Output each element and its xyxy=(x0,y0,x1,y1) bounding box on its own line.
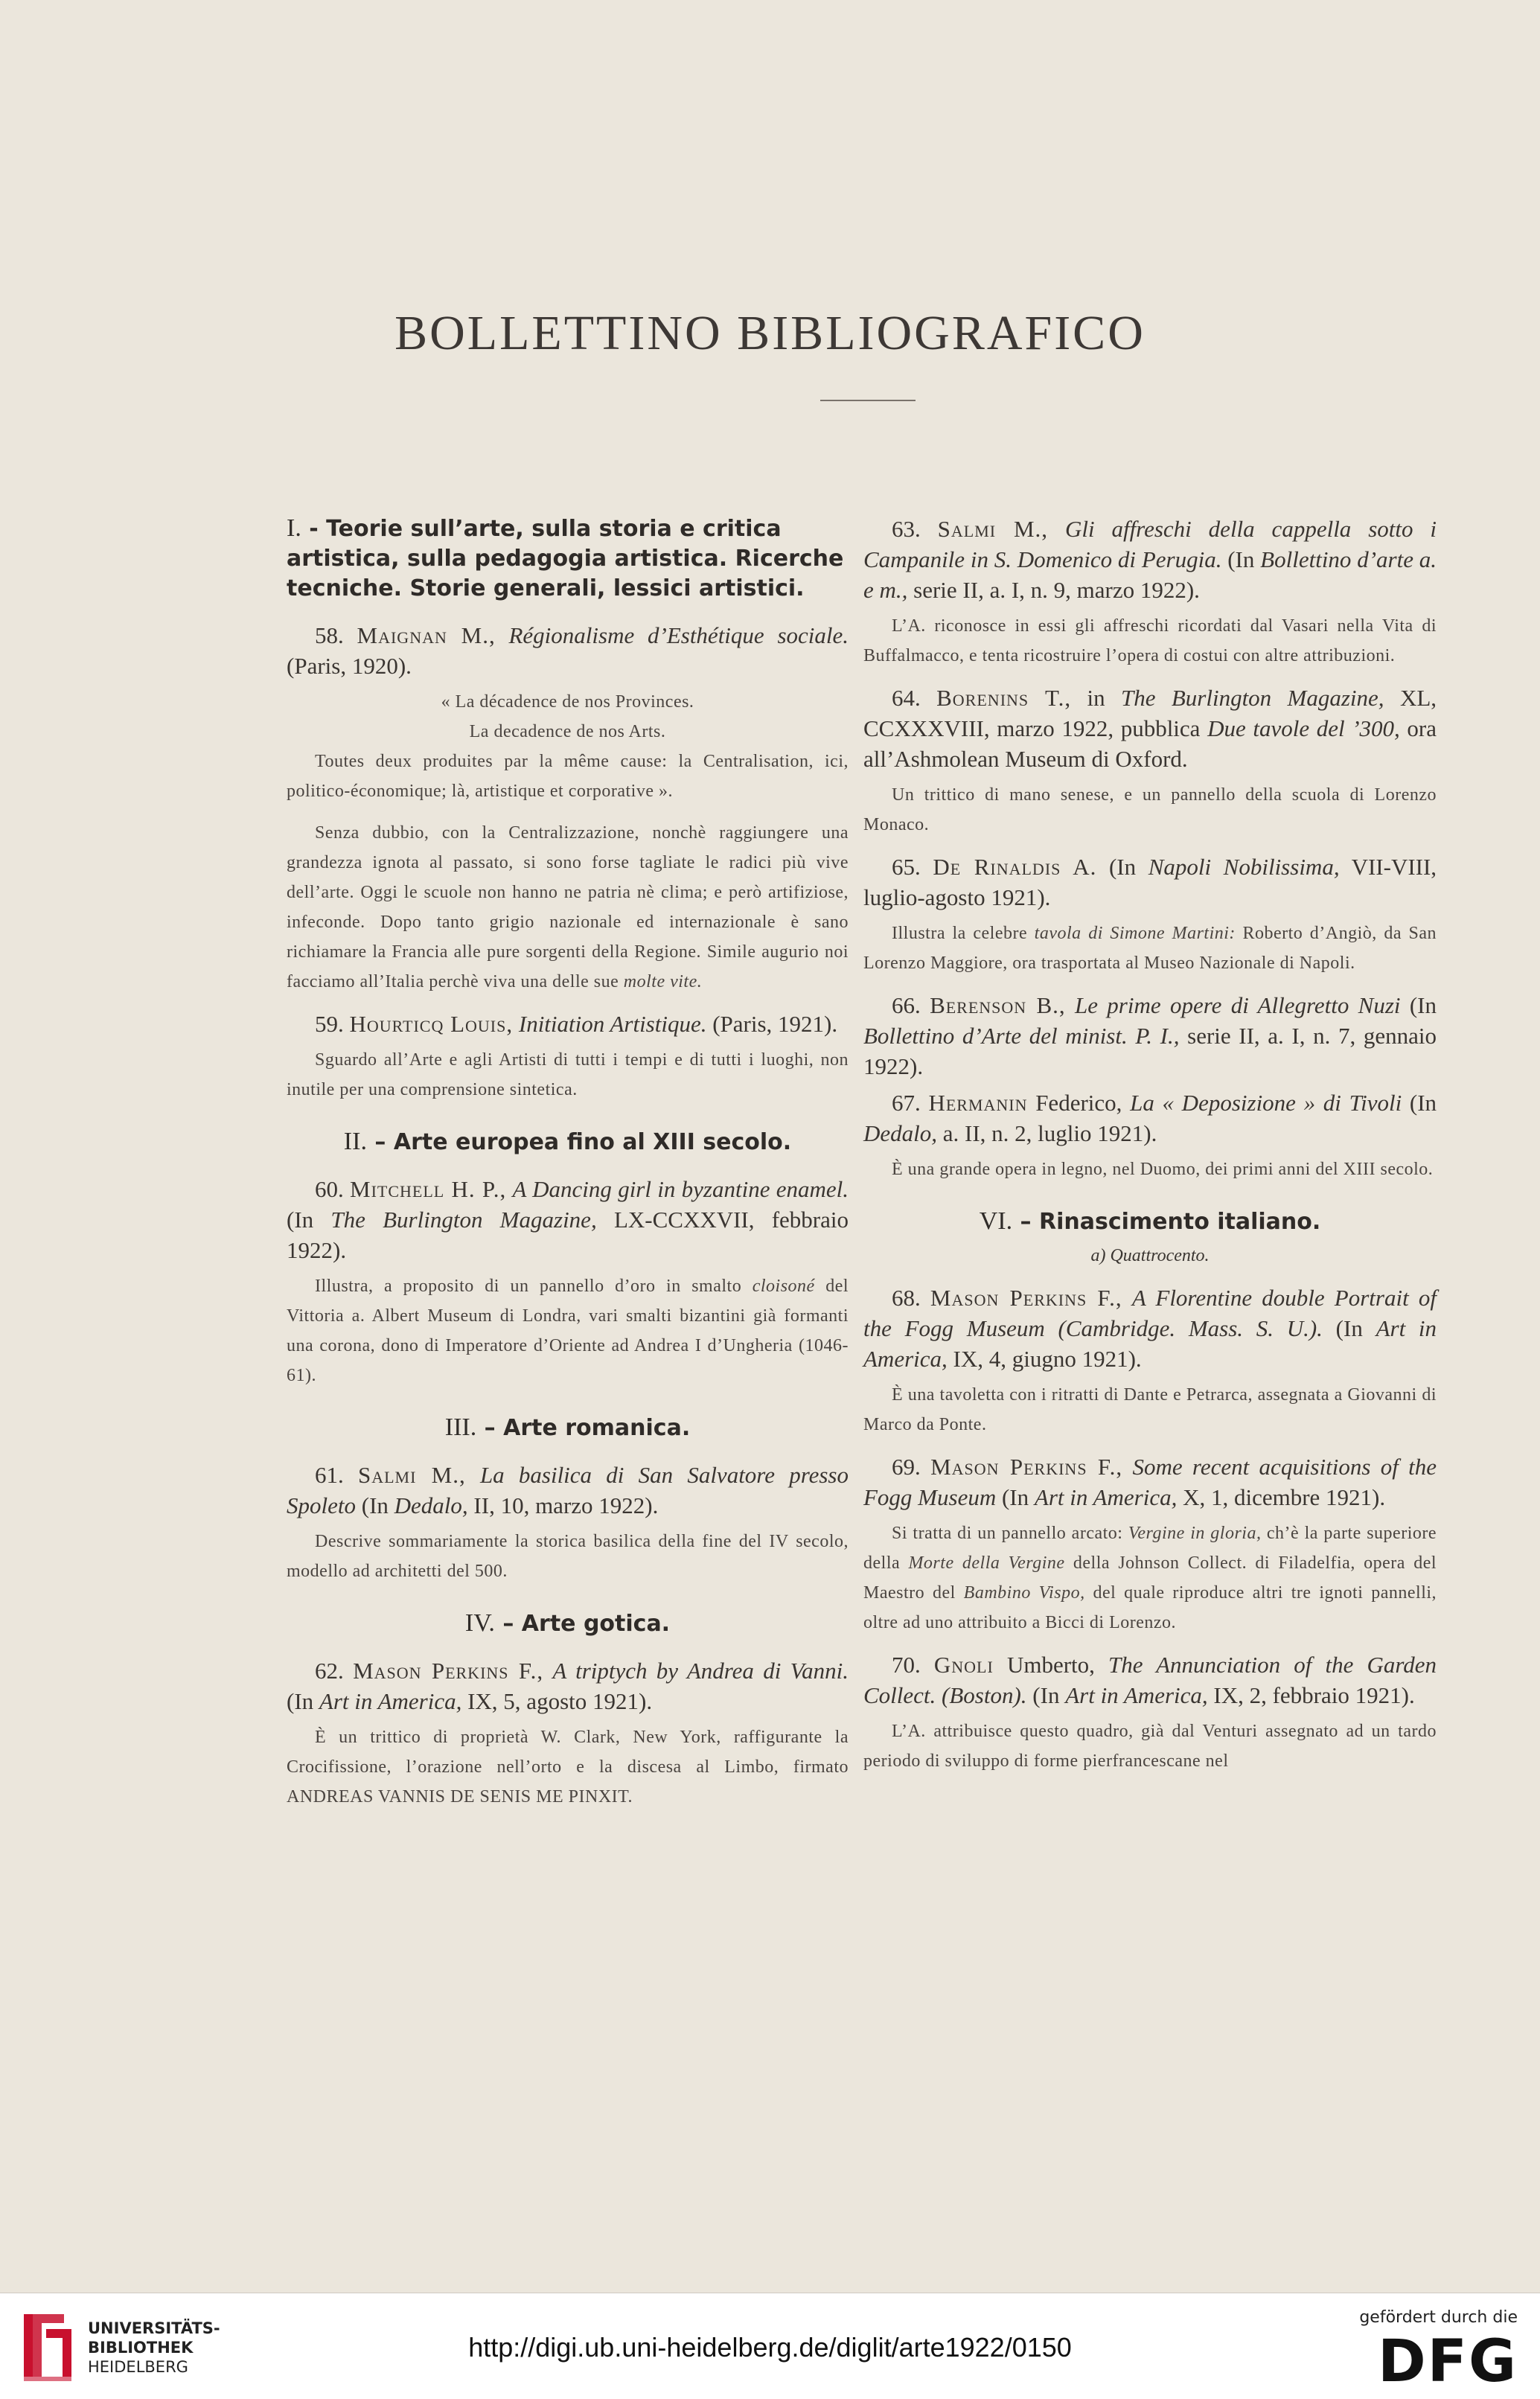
section-heading-3: III. – Arte romanica. xyxy=(444,1413,691,1441)
entry-64: 64. Borenins T., in The Burlington Magazine, XL, CCXXXVIII, marzo 1922, pubblica Due tavole del ’300, ora all’Ashmolean Museum di Oxford. xyxy=(863,685,1437,772)
note-64: Un trittico di mano senese, e un pannello della scuola di Lorenzo Monaco. xyxy=(863,785,1437,834)
section-heading-6: VI. – Rinascimento italiano. xyxy=(979,1207,1321,1235)
section-heading-2: II. – Arte europea fino al XIII secolo. xyxy=(343,1128,792,1155)
left-column xyxy=(287,514,849,1824)
entry-60: 60. Mitchell H. P., A Dancing girl in byzantine enamel. (In The Burlington Magazine, LX-CCXXVII, febbraio 1922). xyxy=(287,1176,849,1263)
note-67: È una grande opera in legno, nel Duomo, dei primi anni del XIII secolo. xyxy=(892,1160,1434,1179)
entry-62: 62. Mason Perkins F., A triptych by Andrea di Vanni. (In Art in America, IX, 5, agosto 1921). xyxy=(287,1658,849,1714)
note-61: Descrive sommariamente la storica basilica della fine del IV secolo, modello ad architetti del 500. xyxy=(287,1532,849,1581)
quote-line-1: « La décadence de nos Provinces. xyxy=(441,692,694,712)
note-58b: Senza dubbio, con la Centralizzazione, nonchè raggiungere una grandezza ignota al passato, si sono forse tagliate le radici più vive dell’arte. Oggi le scuole non hanno ne patria nè clima; e però artifiziose, infeconde. Dopo tanto grigio nazionale ed internazionale è sano richiamare la Francia alle pure sorgenti della Regione. Simile augurio noi facciamo all’Italia perchè viva una delle sue molte vite. xyxy=(287,823,849,991)
note-59: Sguardo all’Arte e agli Artisti di tutti i tempi e di tutti i luoghi, non inutile per una comprensione sintetica. xyxy=(287,1050,849,1099)
note-69: Si tratta di un pannello arcato: Vergine in gloria, ch’è la parte superiore della Morte della Vergine della Johnson Collect. di Filadelfia, opera del Maestro del Bambino Vispo, del quale riproduce altri tre ignoti pannelli, oltre ad uno attribuito a Bicci di Lorenzo. xyxy=(863,1524,1437,1632)
note-62: È un trittico di proprietà W. Clark, New York, raffigurante la Crocifissione, l’orazione nell’orto e la discesa al Limbo, firmato ANDREAS VANNIS DE SENIS ME PINXIT. xyxy=(287,1728,849,1807)
section-heading-4: IV. – Arte gotica. xyxy=(464,1609,671,1637)
entry-68: 68. Mason Perkins F., A Florentine double Portrait of the Fogg Museum (Cambridge. Mass. S. U.). (In Art in America, IX, 4, giugno 1921). xyxy=(863,1285,1437,1372)
note-68: È una tavoletta con i ritratti di Dante e Petrarca, assegnata a Giovanni di Marco da Ponte. xyxy=(863,1385,1437,1434)
entry-66: 66. Berenson B., Le prime opere di Allegretto Nuzi (In Bollettino d’Arte del minist. P. I., serie II, a. I, n. 7, gennaio 1922). xyxy=(863,992,1437,1079)
entry-65: 65. De Rinaldis A. (In Napoli Nobilissima, VII-VIII, luglio-agosto 1921). xyxy=(863,854,1437,910)
entry-67: 67. Hermanin Federico, La « Deposizione » di Tivoli (In Dedalo, a. II, n. 2, luglio 1921). xyxy=(863,1090,1437,1146)
right-column xyxy=(863,514,1437,1788)
quote-line-2: La decadence de nos Arts. xyxy=(469,722,666,741)
entry-58: 58. Maignan M., Régionalisme d’Esthétique sociale. (Paris, 1920). xyxy=(287,622,849,679)
entry-63: 63. Salmi M., Gli affreschi della cappella sotto i Campanile in S. Domenico di Perugia. (In Bollettino d’arte a. e m., serie II, a. I, n. 9, marzo 1922). xyxy=(863,516,1437,603)
note-70: L’A. attribuisce questo quadro, già dal Venturi assegnato ad un tardo periodo di sviluppo di forme pierfrancescane nel xyxy=(863,1722,1437,1771)
dfg-logo-icon[interactable]: DFG xyxy=(1377,2328,1518,2395)
note-60: Illustra, a proposito di un pannello d’oro in smalto cloisoné del Vittoria a. Albert Museum di Londra, vari smalti bizantini già formanti una corona, dono di Imperatore d’Oriente ad Andrea I d’Ungheria (1046-61). xyxy=(287,1277,849,1385)
permalink-url[interactable]: http://digi.ub.uni-heidelberg.de/diglit/arte1922/0150 xyxy=(468,2332,1072,2363)
title-rule xyxy=(820,400,916,401)
page-title: BOLLETTINO BIBLIOGRAFICO xyxy=(394,306,1146,360)
ub-heidelberg-logo-text[interactable]: UNIVERSITÄTS- BIBLIOTHEK HEIDELBERG xyxy=(88,2319,220,2376)
note-58a: Toutes deux produites par la même cause: la Centralisation, ici, politico-économique; là, artistique et corporative ». xyxy=(287,752,849,801)
dfg-funding-label: gefördert durch die xyxy=(1359,2308,1518,2327)
note-63: L’A. riconosce in essi gli affreschi ricordati dal Vasari nella Vita di Buffalmacco, e tenta ricostruire l’opera di costui con altre attribuzioni. xyxy=(863,616,1437,665)
entry-59: 59. Hourticq Louis, Initiation Artistique. (Paris, 1921). xyxy=(315,1011,838,1037)
entry-70: 70. Gnoli Umberto, The Annunciation of the Garden Collect. (Boston). (In Art in America, IX, 2, febbraio 1921). xyxy=(863,1652,1437,1708)
section-heading-1: I. - Teorie sull’arte, sulla storia e critica artistica, sulla pedagogia artistica. Ricerche tecniche. Storie generali, lessici artistici. xyxy=(287,514,844,601)
note-65: Illustra la celebre tavola di Simone Martini: Roberto d’Angiò, da San Lorenzo Maggiore, ora trasportata al Museo Nazionale di Napoli. xyxy=(863,924,1437,973)
viewer-footer xyxy=(0,2293,1540,2399)
entry-61: 61. Salmi M., La basilica di San Salvatore presso Spoleto (In Dedalo, II, 10, marzo 1922). xyxy=(287,1462,849,1518)
subsection-heading-a: a) Quattrocento. xyxy=(1090,1246,1210,1265)
entry-69: 69. Mason Perkins F., Some recent acquisitions of the Fogg Museum (In Art in America, X, 1, dicembre 1921). xyxy=(863,1454,1437,1510)
